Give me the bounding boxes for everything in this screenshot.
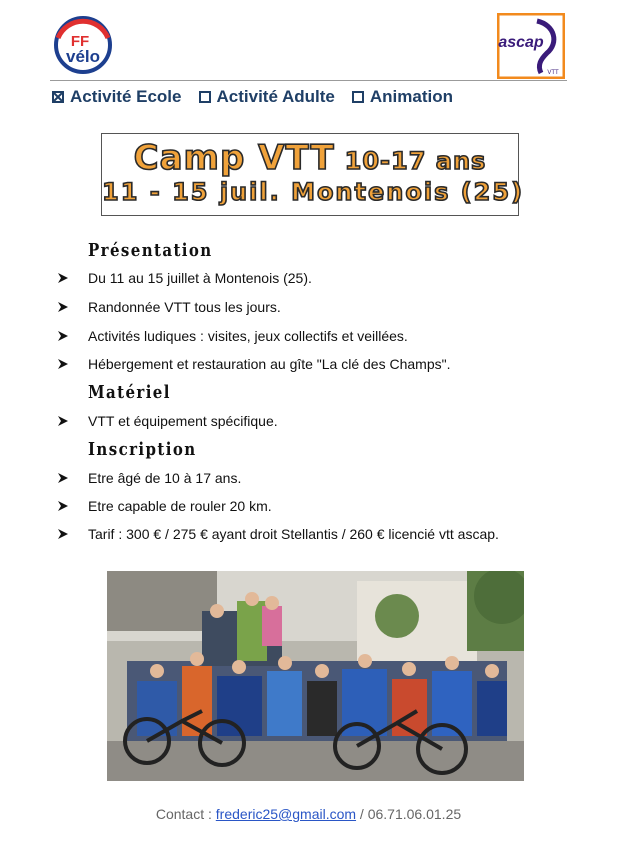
ascap-logo [497, 13, 565, 79]
list-item [57, 356, 450, 372]
list-item-text: Randonnée VTT tous les jours. [88, 299, 281, 315]
arrow-bullet-icon [57, 301, 88, 313]
list-item [57, 470, 241, 486]
checkbox-checked-icon[interactable] [52, 91, 64, 103]
ffvelo-logo-bottom: vélo [65, 47, 101, 66]
ascap-logo-vtt: VTT [547, 70, 559, 76]
list-item-text: Etre âgé de 10 à 17 ans. [88, 470, 242, 486]
header-divider [50, 80, 567, 81]
list-item-text: Activités ludiques : visites, jeux collectifs et veillées. [88, 328, 408, 344]
arrow-bullet-icon [57, 500, 88, 512]
list-item [57, 526, 499, 542]
event-title: Camp VTT [133, 138, 335, 178]
list-item-text: Tarif : 300 € / 275 € ayant droit Stellantis / 260 € licencié vtt ascap. [88, 526, 499, 542]
activity-ecole-label: Activité Ecole [70, 87, 182, 106]
event-title-box [101, 133, 525, 216]
activity-adulte-label: Activité Adulte [216, 87, 335, 106]
section-heading-materiel: Matériel [88, 382, 171, 403]
activity-options [52, 86, 470, 108]
animation-label: Animation [369, 87, 453, 106]
list-item [57, 270, 312, 286]
list-item [57, 413, 278, 429]
list-item-text: Du 11 au 15 juillet à Montenois (25). [88, 270, 312, 286]
list-item [57, 498, 272, 514]
arrow-bullet-icon [57, 415, 88, 427]
contact-separator: / [356, 806, 368, 822]
checkbox-empty-icon[interactable] [199, 91, 211, 103]
list-item-text: Etre capable de rouler 20 km. [88, 498, 272, 514]
activity-ecole-option[interactable] [52, 87, 182, 107]
arrow-bullet-icon [57, 272, 88, 284]
arrow-bullet-icon [57, 330, 88, 342]
activity-adulte-option[interactable] [199, 87, 335, 107]
contact-email-link[interactable]: frederic25@gmail.com [215, 806, 357, 822]
animation-option[interactable] [352, 87, 453, 107]
event-dates-location: 11 - 15 juil. Montenois (25) [102, 178, 525, 206]
ascap-logo-text: ascap [498, 34, 544, 51]
section-heading-inscription: Inscription [88, 439, 197, 460]
section-heading-presentation: Présentation [88, 240, 213, 261]
ffvelo-logo-top: FF [70, 33, 90, 50]
checkbox-empty-icon[interactable] [352, 91, 364, 103]
event-title-line1 [102, 138, 518, 178]
contact-line [0, 806, 617, 822]
arrow-bullet-icon [57, 472, 88, 484]
list-item-text: VTT et équipement spécifique. [88, 413, 278, 429]
group-photo [107, 571, 524, 781]
contact-prefix: Contact : [155, 806, 216, 822]
ffvelo-logo [50, 16, 116, 74]
contact-phone: 06.71.06.01.25 [367, 806, 462, 822]
arrow-bullet-icon [57, 358, 88, 370]
list-item [57, 299, 281, 315]
list-item-text: Hébergement et restauration au gîte "La clé des Champs". [88, 356, 451, 372]
event-ages: 10-17 ans [344, 147, 487, 175]
arrow-bullet-icon [57, 528, 88, 540]
list-item [57, 328, 408, 344]
